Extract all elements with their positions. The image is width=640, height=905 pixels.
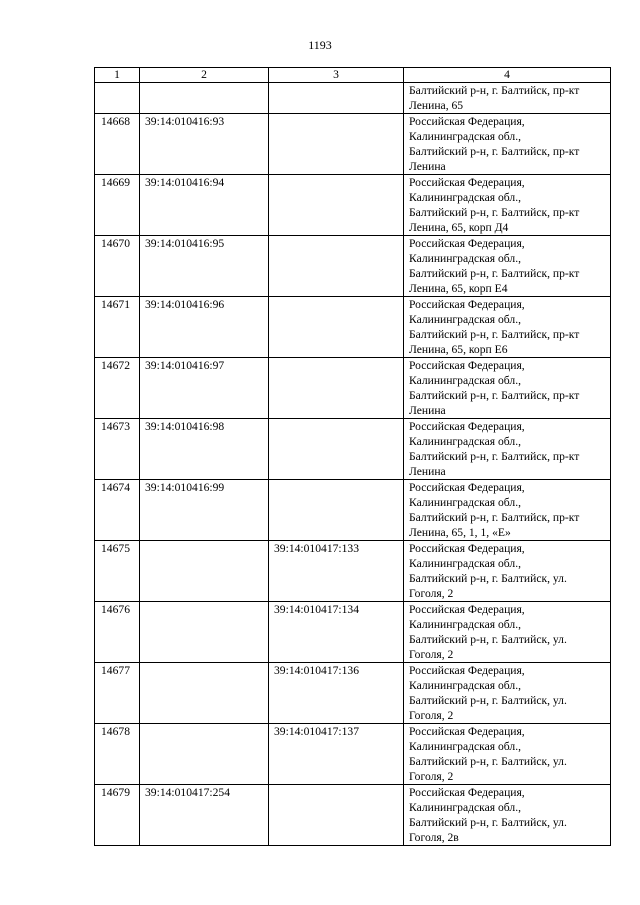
address-line: Калининградская обл., <box>409 130 521 143</box>
related-cadastral-number-cell: 39:14:010417:137 <box>269 724 404 785</box>
cadastral-number-cell: 39:14:010416:99 <box>140 480 269 541</box>
table-row-continuation <box>95 83 611 114</box>
address-line: Балтийский р-н, г. Балтийск, пр-кт <box>409 206 580 219</box>
address-line: Российская Федерация, <box>409 176 525 189</box>
table-row <box>95 663 611 724</box>
address-line: Российская Федерация, <box>409 603 525 616</box>
address-cell <box>404 724 611 785</box>
address-line: Калининградская обл., <box>409 313 521 326</box>
row-number-cell: 14675 <box>95 541 140 602</box>
address-cell <box>404 663 611 724</box>
address-line: Калининградская обл., <box>409 374 521 387</box>
table-row <box>95 114 611 175</box>
address-line: Калининградская обл., <box>409 496 521 509</box>
cadastral-number-cell: 39:14:010416:97 <box>140 358 269 419</box>
address-line: Балтийский р-н, г. Балтийск, пр-кт <box>409 145 580 158</box>
address-cell <box>404 175 611 236</box>
column-header-2: 2 <box>140 68 269 83</box>
address-line: Калининградская обл., <box>409 191 521 204</box>
address-line: Российская Федерация, <box>409 298 525 311</box>
cadastral-number-cell: 39:14:010416:93 <box>140 114 269 175</box>
address-line: Гоголя, 2 <box>409 587 454 600</box>
cadastral-number-cell <box>140 602 269 663</box>
address-line: Ленина, 65 <box>409 99 464 112</box>
related-cadastral-number-cell: 39:14:010417:134 <box>269 602 404 663</box>
related-cadastral-number-cell <box>269 785 404 846</box>
cadastral-number-cell: 39:14:010416:95 <box>140 236 269 297</box>
related-cadastral-number-cell <box>269 236 404 297</box>
address-line: Балтийский р-н, г. Балтийск, пр-кт <box>409 450 580 463</box>
address-line: Калининградская обл., <box>409 740 521 753</box>
table-row <box>95 297 611 358</box>
address-line: Гоголя, 2в <box>409 831 459 844</box>
cadastral-number-cell: 39:14:010417:254 <box>140 785 269 846</box>
address-cell <box>404 480 611 541</box>
address-cell <box>404 602 611 663</box>
cadastral-number-cell <box>140 724 269 785</box>
table-header <box>95 68 611 83</box>
address-line: Российская Федерация, <box>409 237 525 250</box>
address-line: Российская Федерация, <box>409 359 525 372</box>
address-line: Калининградская обл., <box>409 801 521 814</box>
address-line: Калининградская обл., <box>409 557 521 570</box>
address-line: Российская Федерация, <box>409 664 525 677</box>
address-line: Калининградская обл., <box>409 679 521 692</box>
address-line: Балтийский р-н, г. Балтийск, ул. <box>409 755 567 768</box>
related-cadastral-number-cell <box>269 419 404 480</box>
row-number-cell: 14669 <box>95 175 140 236</box>
related-cadastral-number-cell <box>269 175 404 236</box>
table-row <box>95 541 611 602</box>
cadastral-number-cell <box>140 663 269 724</box>
table-row <box>95 602 611 663</box>
address-cell <box>404 236 611 297</box>
address-cell <box>404 83 611 114</box>
table-row <box>95 236 611 297</box>
row-number-cell: 14674 <box>95 480 140 541</box>
row-number-cell: 14679 <box>95 785 140 846</box>
address-line: Балтийский р-н, г. Балтийск, пр-кт <box>409 389 580 402</box>
table-body <box>95 83 611 846</box>
address-line: Ленина <box>409 404 446 417</box>
cadastral-number-cell: 39:14:010416:98 <box>140 419 269 480</box>
table-row <box>95 724 611 785</box>
address-line: Российская Федерация, <box>409 725 525 738</box>
address-cell <box>404 297 611 358</box>
address-line: Гоголя, 2 <box>409 709 454 722</box>
column-header-1: 1 <box>95 68 140 83</box>
related-cadastral-number-cell <box>269 297 404 358</box>
page-number: 1193 <box>308 38 332 52</box>
row-number-cell: 14676 <box>95 602 140 663</box>
address-cell <box>404 114 611 175</box>
address-cell <box>404 358 611 419</box>
address-line: Гоголя, 2 <box>409 770 454 783</box>
address-line: Ленина, 65, корп Е4 <box>409 282 508 295</box>
row-number-cell: 14671 <box>95 297 140 358</box>
row-number-cell: 14678 <box>95 724 140 785</box>
address-line: Балтийский р-н, г. Балтийск, ул. <box>409 572 567 585</box>
row-number-cell: 14677 <box>95 663 140 724</box>
related-cadastral-number-cell: 39:14:010417:136 <box>269 663 404 724</box>
row-number-cell: 14673 <box>95 419 140 480</box>
address-line: Балтийский р-н, г. Балтийск, пр-кт <box>409 84 580 97</box>
address-line: Калининградская обл., <box>409 618 521 631</box>
address-line: Балтийский р-н, г. Балтийск, ул. <box>409 816 567 829</box>
address-line: Российская Федерация, <box>409 481 525 494</box>
address-cell <box>404 541 611 602</box>
table-row <box>95 785 611 846</box>
column-header-3: 3 <box>269 68 404 83</box>
address-cell <box>404 785 611 846</box>
table-row <box>95 175 611 236</box>
address-line: Калининградская обл., <box>409 252 521 265</box>
registry-table <box>94 67 611 846</box>
row-number-cell <box>95 83 140 114</box>
related-cadastral-number-cell <box>269 358 404 419</box>
cadastral-number-cell: 39:14:010416:96 <box>140 297 269 358</box>
address-line: Гоголя, 2 <box>409 648 454 661</box>
related-cadastral-number-cell <box>269 83 404 114</box>
row-number-cell: 14668 <box>95 114 140 175</box>
address-line: Ленина <box>409 465 446 478</box>
header-row <box>95 68 611 83</box>
related-cadastral-number-cell <box>269 480 404 541</box>
address-line: Российская Федерация, <box>409 115 525 128</box>
related-cadastral-number-cell <box>269 114 404 175</box>
table-row <box>95 480 611 541</box>
address-line: Ленина, 65, 1, 1, «Е» <box>409 526 511 539</box>
row-number-cell: 14672 <box>95 358 140 419</box>
table-row <box>95 358 611 419</box>
address-line: Балтийский р-н, г. Балтийск, пр-кт <box>409 267 580 280</box>
address-line: Балтийский р-н, г. Балтийск, ул. <box>409 694 567 707</box>
address-line: Балтийский р-н, г. Балтийск, пр-кт <box>409 511 580 524</box>
cadastral-number-cell: 39:14:010416:94 <box>140 175 269 236</box>
address-cell <box>404 419 611 480</box>
address-line: Ленина, 65, корп Д4 <box>409 221 509 234</box>
column-header-4: 4 <box>404 68 611 83</box>
address-line: Ленина, 65, корп Е6 <box>409 343 508 356</box>
address-line: Ленина <box>409 160 446 173</box>
address-line: Российская Федерация, <box>409 420 525 433</box>
address-line: Российская Федерация, <box>409 786 525 799</box>
address-line: Калининградская обл., <box>409 435 521 448</box>
cadastral-number-cell <box>140 83 269 114</box>
row-number-cell: 14670 <box>95 236 140 297</box>
address-line: Балтийский р-н, г. Балтийск, пр-кт <box>409 328 580 341</box>
related-cadastral-number-cell: 39:14:010417:133 <box>269 541 404 602</box>
table-row <box>95 419 611 480</box>
address-line: Балтийский р-н, г. Балтийск, ул. <box>409 633 567 646</box>
cadastral-number-cell <box>140 541 269 602</box>
address-line: Российская Федерация, <box>409 542 525 555</box>
